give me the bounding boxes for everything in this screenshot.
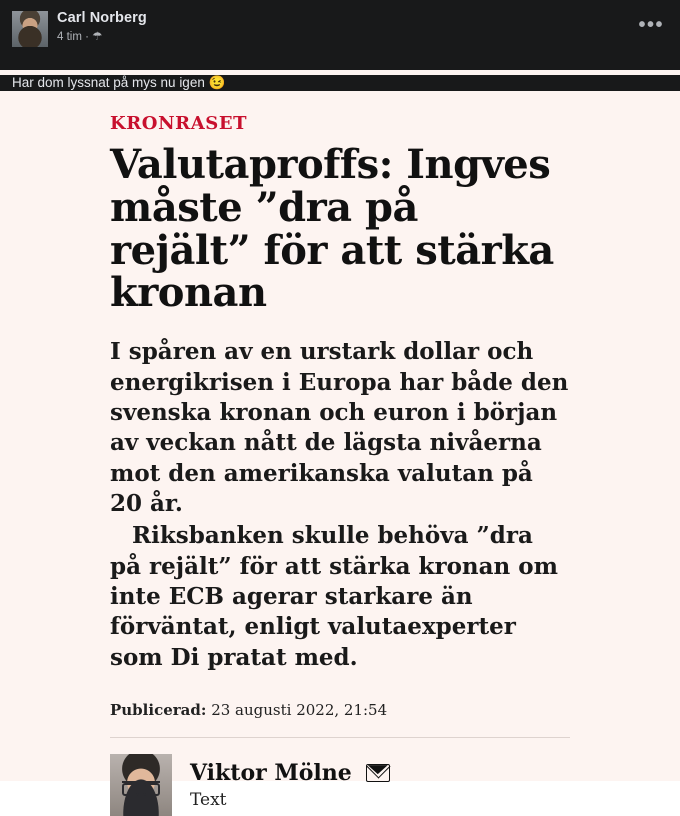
glasses-icon — [122, 781, 160, 792]
published-label: Publicerad: — [110, 701, 207, 720]
avatar[interactable] — [12, 11, 48, 47]
article-headline: Valutaproffs: Ingves måste ”dra på rejält” för att stärka kronan — [110, 141, 554, 317]
more-options-icon[interactable]: ••• — [638, 14, 664, 36]
post-author-meta — [57, 10, 147, 45]
post-timestamp: 4 tim · ☂ — [57, 31, 103, 44]
post-author-name[interactable]: Carl Norberg — [57, 10, 147, 26]
mail-flap — [367, 765, 389, 781]
mail-icon[interactable] — [366, 764, 390, 782]
divider — [110, 737, 570, 738]
lede-paragraph: Riksbanken skulle behöva ”dra på rejält” för att stärka kronan om inte ECB agerar starkare än förväntat, enligt valutaexperter som Di pratat med. — [110, 522, 558, 671]
post-header — [0, 0, 680, 70]
article-lede — [110, 337, 570, 673]
byline-text — [190, 760, 390, 810]
published-line — [110, 701, 570, 719]
article-card — [0, 91, 680, 811]
byline-name: Viktor Mölne — [190, 760, 352, 787]
byline-role: Text — [190, 790, 227, 811]
lede-paragraph: I spåren av en urstark dollar och energikrisen i Europa har både den svenska kronan och euron i början av veckan nått de lägsta nivåerna mot den amerikanska valutan på 20 år. — [110, 338, 569, 517]
post-author-row — [12, 10, 668, 47]
byline-name-row — [190, 760, 390, 786]
published-value: 23 augusti 2022, 21:54 — [211, 701, 388, 720]
post-text: Har dom lyssnat på mys nu igen 😉 — [0, 75, 680, 91]
avatar-image — [12, 11, 48, 47]
article-kicker: KRONRASET — [110, 113, 248, 134]
byline-avatar — [110, 754, 172, 816]
byline — [110, 754, 570, 816]
